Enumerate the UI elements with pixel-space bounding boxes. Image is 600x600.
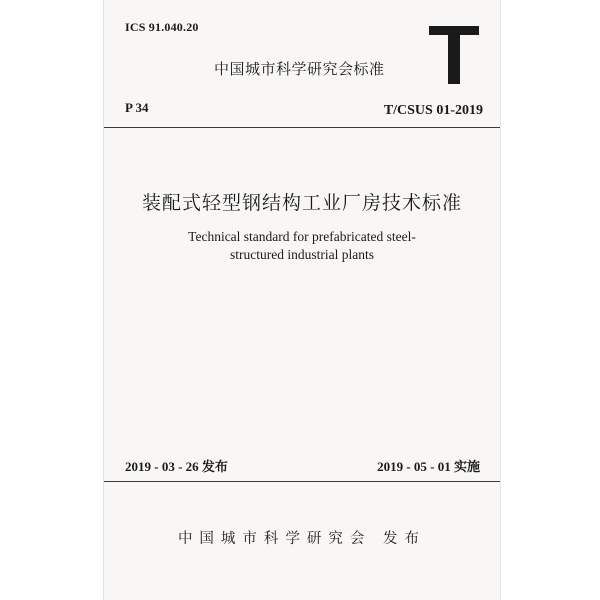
title-chinese: 装配式轻型钢结构工业厂房技术标准	[141, 192, 462, 214]
title-english	[104, 228, 500, 264]
title-english-line-1: Technical standard for prefabricated steel-	[188, 229, 416, 244]
title-english-line-2: structured industrial plants	[230, 247, 374, 262]
publisher: 中国城市科学研究会 发布	[177, 531, 427, 547]
implementation-date: 2019 - 05 - 01 实施	[377, 459, 480, 474]
top-divider	[104, 127, 500, 128]
issue-date: 2019 - 03 - 26 发布	[125, 459, 228, 474]
classification-code: P 34	[125, 100, 149, 115]
ics-code: ICS 91.040.20	[125, 20, 199, 34]
standard-number: T/CSUS 01-2019	[383, 103, 483, 118]
standard-cover	[103, 0, 501, 600]
bottom-divider	[104, 481, 500, 482]
t-mark-vertical	[448, 26, 460, 84]
organization-standard-title: 中国城市科学研究会标准	[214, 60, 385, 78]
standard-type-mark	[429, 26, 479, 84]
